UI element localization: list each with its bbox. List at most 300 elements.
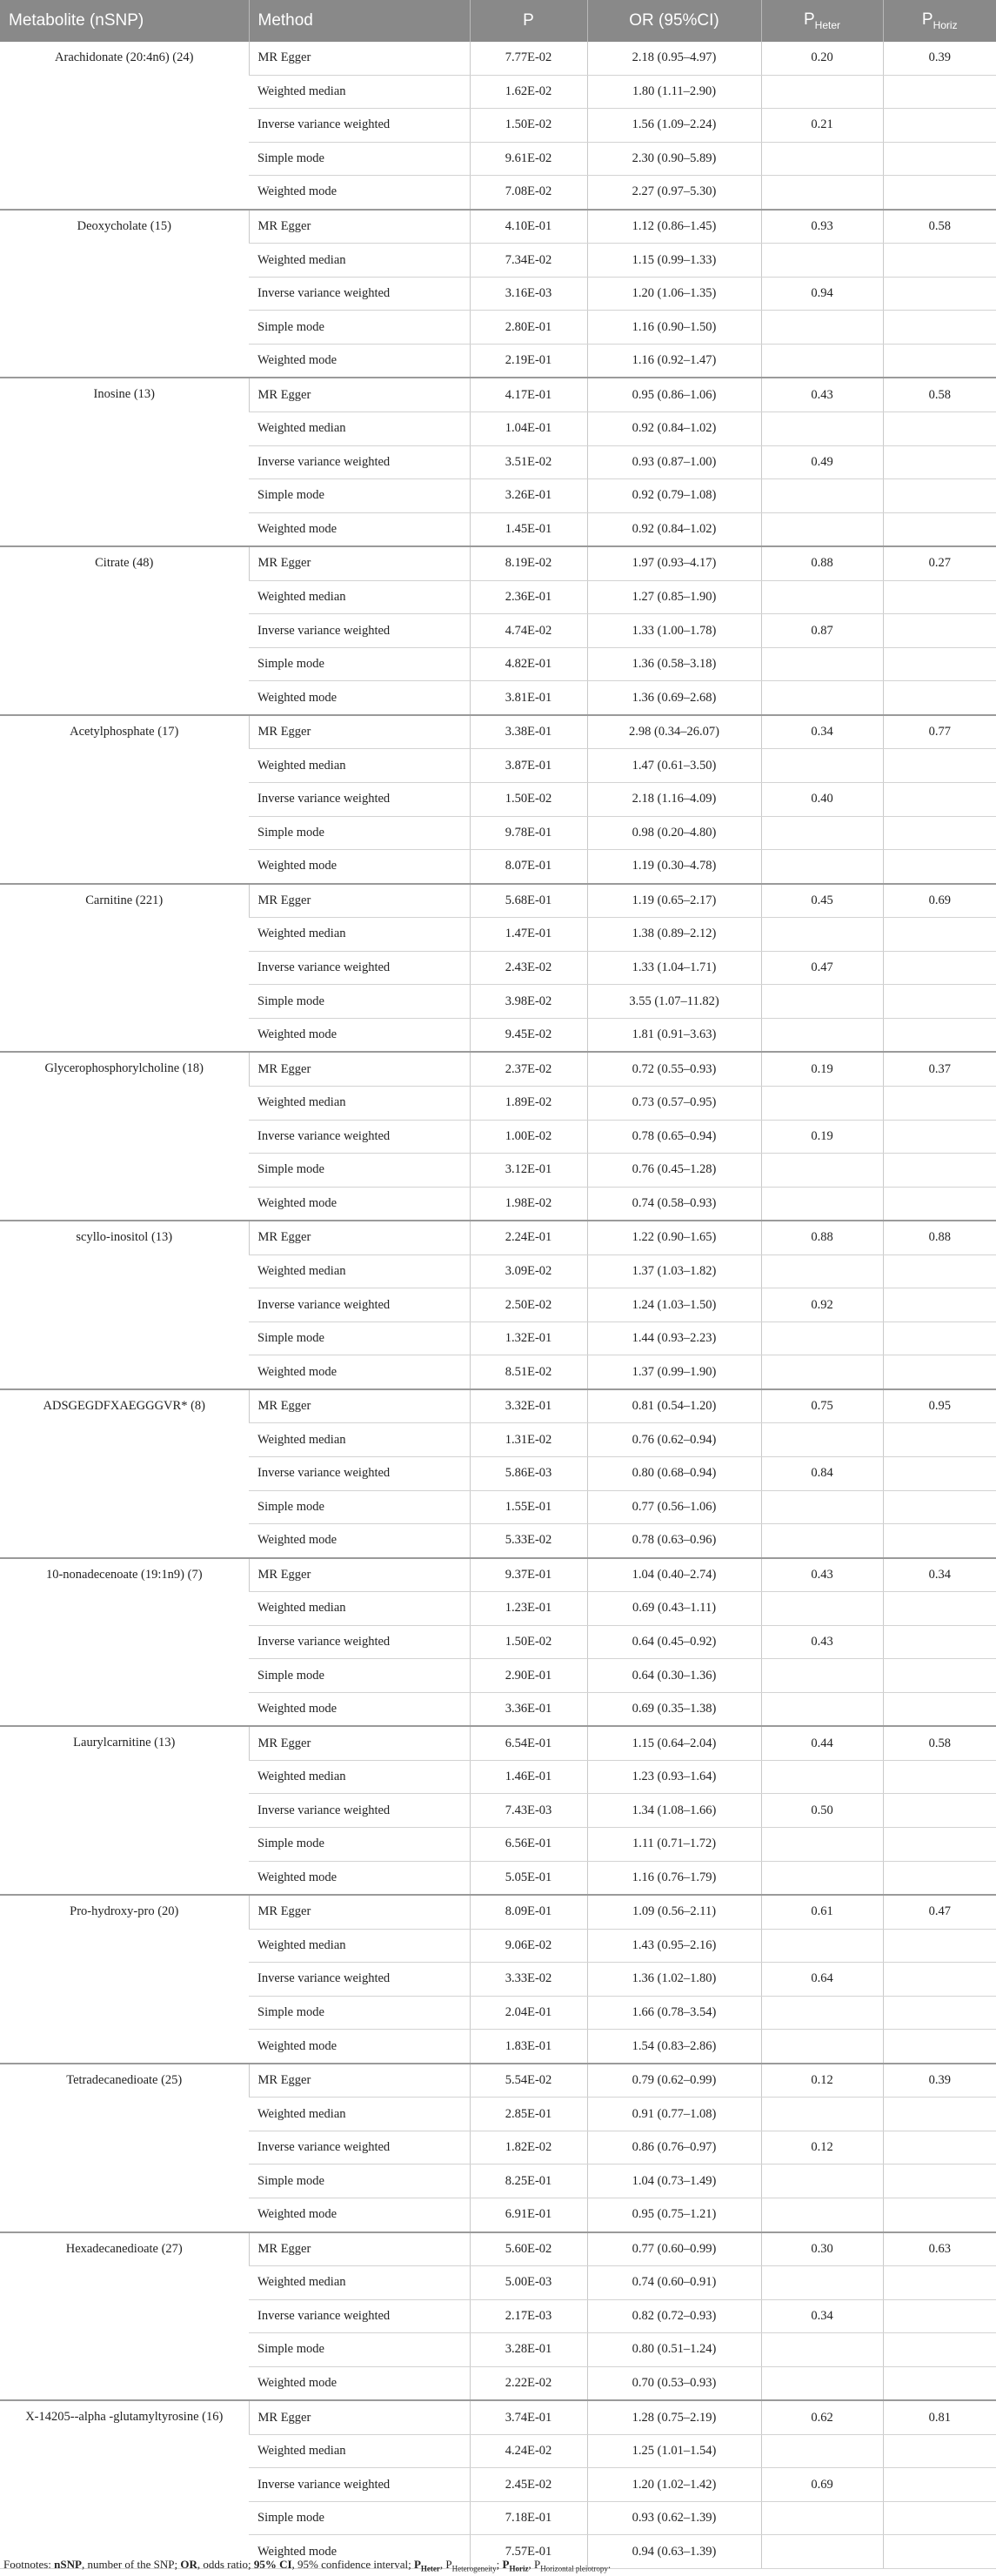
p-heter-cell xyxy=(761,1490,883,1524)
p-heter-cell xyxy=(761,142,883,176)
p-value-cell: 1.31E-02 xyxy=(470,1423,587,1457)
p-horiz-cell xyxy=(883,1996,996,2030)
p-heter-cell xyxy=(761,176,883,210)
p-value-cell: 1.50E-02 xyxy=(470,109,587,143)
p-horiz-cell xyxy=(883,1490,996,1524)
p-value-cell: 2.45E-02 xyxy=(470,2468,587,2502)
odds-ratio-cell: 1.04 (0.40–2.74) xyxy=(587,1558,761,1592)
method-cell: Weighted median xyxy=(249,75,470,109)
p-horiz-cell xyxy=(883,1187,996,1221)
method-cell: Simple mode xyxy=(249,1490,470,1524)
header-method: Method xyxy=(249,0,470,42)
p-heter-cell: 0.21 xyxy=(761,109,883,143)
p-horiz-cell xyxy=(883,412,996,446)
odds-ratio-cell: 0.77 (0.60–0.99) xyxy=(587,2232,761,2266)
p-value-cell: 6.54E-01 xyxy=(470,1726,587,1760)
odds-ratio-cell: 0.69 (0.43–1.11) xyxy=(587,1592,761,1626)
odds-ratio-cell: 0.92 (0.79–1.08) xyxy=(587,479,761,513)
method-cell: Inverse variance weighted xyxy=(249,1963,470,1997)
p-heter-cell xyxy=(761,244,883,278)
p-heter-cell xyxy=(761,1154,883,1188)
p-heter-cell xyxy=(761,1255,883,1288)
method-cell: Weighted median xyxy=(249,1423,470,1457)
method-cell: Simple mode xyxy=(249,479,470,513)
odds-ratio-cell: 1.19 (0.65–2.17) xyxy=(587,884,761,918)
odds-ratio-cell: 0.94 (0.63–1.39) xyxy=(587,2535,761,2569)
table-row xyxy=(0,546,996,580)
table-row xyxy=(0,2232,996,2266)
method-cell: Inverse variance weighted xyxy=(249,1456,470,1490)
p-horiz-cell: 0.39 xyxy=(883,2064,996,2098)
p-horiz-cell xyxy=(883,2434,996,2468)
p-heter-cell xyxy=(761,311,883,345)
p-value-cell: 8.25E-01 xyxy=(470,2165,587,2198)
method-cell: Simple mode xyxy=(249,1827,470,1861)
method-cell: Weighted mode xyxy=(249,2198,470,2232)
p-value-cell: 1.32E-01 xyxy=(470,1321,587,1355)
p-value-cell: 1.98E-02 xyxy=(470,1187,587,1221)
p-horiz-cell xyxy=(883,681,996,715)
p-heter-cell xyxy=(761,2266,883,2300)
method-cell: Weighted mode xyxy=(249,1355,470,1389)
method-cell: MR Egger xyxy=(249,546,470,580)
p-heter-cell: 0.43 xyxy=(761,1558,883,1592)
p-horiz-cell xyxy=(883,2366,996,2400)
p-horiz-cell: 0.39 xyxy=(883,42,996,75)
p-horiz-cell xyxy=(883,1456,996,1490)
metabolite-cell: 10-nonadecenoate (19:1n9) (7) xyxy=(0,1558,249,1727)
method-cell: Inverse variance weighted xyxy=(249,1120,470,1154)
p-horiz-cell xyxy=(883,580,996,614)
p-heter-cell xyxy=(761,816,883,850)
p-horiz-cell xyxy=(883,985,996,1019)
p-heter-cell xyxy=(761,985,883,1019)
p-heter-cell: 0.30 xyxy=(761,2232,883,2266)
p-value-cell: 1.82E-02 xyxy=(470,2131,587,2165)
header-or: OR (95%CI) xyxy=(587,0,761,42)
method-cell: Weighted mode xyxy=(249,1861,470,1895)
p-heter-cell: 0.69 xyxy=(761,2468,883,2502)
odds-ratio-cell: 0.78 (0.65–0.94) xyxy=(587,1120,761,1154)
odds-ratio-cell: 1.81 (0.91–3.63) xyxy=(587,1018,761,1052)
p-heter-cell: 0.20 xyxy=(761,42,883,75)
method-cell: Weighted mode xyxy=(249,850,470,884)
table-row xyxy=(0,1726,996,1760)
odds-ratio-cell: 0.98 (0.20–4.80) xyxy=(587,816,761,850)
p-heter-cell xyxy=(761,681,883,715)
method-cell: MR Egger xyxy=(249,1895,470,1929)
odds-ratio-cell: 1.33 (1.00–1.78) xyxy=(587,614,761,648)
method-cell: Weighted median xyxy=(249,1086,470,1120)
p-horiz-cell xyxy=(883,1929,996,1963)
p-heter-cell: 0.45 xyxy=(761,884,883,918)
p-horiz-cell xyxy=(883,1321,996,1355)
p-value-cell: 3.32E-01 xyxy=(470,1389,587,1423)
p-heter-cell xyxy=(761,749,883,783)
table-row xyxy=(0,1389,996,1423)
p-horiz-cell xyxy=(883,850,996,884)
p-horiz-cell xyxy=(883,2198,996,2232)
odds-ratio-cell: 0.64 (0.45–0.92) xyxy=(587,1625,761,1659)
p-horiz-cell xyxy=(883,647,996,681)
odds-ratio-cell: 2.98 (0.34–26.07) xyxy=(587,715,761,749)
p-heter-cell xyxy=(761,1692,883,1726)
odds-ratio-cell: 1.36 (0.69–2.68) xyxy=(587,681,761,715)
p-horiz-cell xyxy=(883,176,996,210)
p-horiz-cell xyxy=(883,1255,996,1288)
odds-ratio-cell: 1.09 (0.56–2.11) xyxy=(587,1895,761,1929)
p-horiz-cell xyxy=(883,142,996,176)
odds-ratio-cell: 0.95 (0.75–1.21) xyxy=(587,2198,761,2232)
p-heter-cell xyxy=(761,2165,883,2198)
odds-ratio-cell: 1.25 (1.01–1.54) xyxy=(587,2434,761,2468)
method-cell: MR Egger xyxy=(249,2064,470,2098)
p-value-cell: 2.43E-02 xyxy=(470,951,587,985)
p-horiz-cell xyxy=(883,1760,996,1794)
method-cell: Weighted median xyxy=(249,1255,470,1288)
p-horiz-cell xyxy=(883,445,996,479)
p-horiz-cell xyxy=(883,2501,996,2535)
p-value-cell: 2.85E-01 xyxy=(470,2098,587,2131)
p-value-cell: 7.57E-01 xyxy=(470,2535,587,2569)
method-cell: Weighted mode xyxy=(249,512,470,546)
header-metabolite: Metabolite (nSNP) xyxy=(0,0,249,42)
odds-ratio-cell: 0.70 (0.53–0.93) xyxy=(587,2366,761,2400)
p-heter-cell xyxy=(761,1827,883,1861)
metabolite-cell: Citrate (48) xyxy=(0,546,249,715)
method-cell: Inverse variance weighted xyxy=(249,1794,470,1828)
odds-ratio-cell: 3.55 (1.07–11.82) xyxy=(587,985,761,1019)
p-heter-cell xyxy=(761,647,883,681)
p-heter-cell xyxy=(761,2434,883,2468)
method-cell: Simple mode xyxy=(249,142,470,176)
odds-ratio-cell: 1.34 (1.08–1.66) xyxy=(587,1794,761,1828)
p-value-cell: 3.87E-01 xyxy=(470,749,587,783)
method-cell: Simple mode xyxy=(249,1996,470,2030)
p-heter-cell xyxy=(761,1423,883,1457)
p-horiz-cell: 0.69 xyxy=(883,884,996,918)
method-cell: Weighted median xyxy=(249,2434,470,2468)
p-horiz-cell xyxy=(883,2131,996,2165)
p-heter-cell xyxy=(761,1659,883,1693)
odds-ratio-cell: 1.27 (0.85–1.90) xyxy=(587,580,761,614)
table-header xyxy=(0,0,996,42)
p-heter-cell xyxy=(761,1929,883,1963)
p-horiz-cell xyxy=(883,1794,996,1828)
p-horiz-cell xyxy=(883,783,996,817)
method-cell: Inverse variance weighted xyxy=(249,109,470,143)
odds-ratio-cell: 0.64 (0.30–1.36) xyxy=(587,1659,761,1693)
p-horiz-cell xyxy=(883,109,996,143)
p-value-cell: 4.10E-01 xyxy=(470,210,587,244)
metabolite-cell: Arachidonate (20:4n6) (24) xyxy=(0,42,249,210)
p-value-cell: 1.89E-02 xyxy=(470,1086,587,1120)
table-row xyxy=(0,42,996,75)
p-horiz-cell xyxy=(883,749,996,783)
odds-ratio-cell: 0.76 (0.45–1.28) xyxy=(587,1154,761,1188)
p-horiz-cell xyxy=(883,2299,996,2333)
p-horiz-cell xyxy=(883,1086,996,1120)
odds-ratio-cell: 1.16 (0.92–1.47) xyxy=(587,344,761,378)
odds-ratio-cell: 0.78 (0.63–0.96) xyxy=(587,1524,761,1558)
p-value-cell: 1.83E-01 xyxy=(470,2030,587,2064)
odds-ratio-cell: 0.86 (0.76–0.97) xyxy=(587,2131,761,2165)
method-cell: Simple mode xyxy=(249,816,470,850)
p-heter-cell: 0.34 xyxy=(761,2299,883,2333)
odds-ratio-cell: 1.20 (1.06–1.35) xyxy=(587,277,761,311)
p-value-cell: 7.08E-02 xyxy=(470,176,587,210)
p-value-cell: 9.37E-01 xyxy=(470,1558,587,1592)
method-cell: MR Egger xyxy=(249,884,470,918)
method-cell: Simple mode xyxy=(249,311,470,345)
p-heter-cell xyxy=(761,1355,883,1389)
odds-ratio-cell: 0.79 (0.62–0.99) xyxy=(587,2064,761,2098)
p-horiz-cell xyxy=(883,614,996,648)
odds-ratio-cell: 0.92 (0.84–1.02) xyxy=(587,512,761,546)
method-cell: Inverse variance weighted xyxy=(249,277,470,311)
odds-ratio-cell: 1.54 (0.83–2.86) xyxy=(587,2030,761,2064)
odds-ratio-cell: 1.36 (0.58–3.18) xyxy=(587,647,761,681)
p-horiz-cell: 0.95 xyxy=(883,1389,996,1423)
p-horiz-cell xyxy=(883,1423,996,1457)
p-value-cell: 7.18E-01 xyxy=(470,2501,587,2535)
method-cell: MR Egger xyxy=(249,1558,470,1592)
p-value-cell: 3.51E-02 xyxy=(470,445,587,479)
p-horiz-cell xyxy=(883,2030,996,2064)
odds-ratio-cell: 1.47 (0.61–3.50) xyxy=(587,749,761,783)
method-cell: Simple mode xyxy=(249,1154,470,1188)
p-value-cell: 2.90E-01 xyxy=(470,1659,587,1693)
p-value-cell: 8.09E-01 xyxy=(470,1895,587,1929)
p-value-cell: 5.86E-03 xyxy=(470,1456,587,1490)
p-heter-cell: 0.94 xyxy=(761,277,883,311)
method-cell: Simple mode xyxy=(249,985,470,1019)
metabolite-cell: X-14205--alpha -glutamyltyrosine (16) xyxy=(0,2400,249,2568)
odds-ratio-cell: 1.15 (0.64–2.04) xyxy=(587,1726,761,1760)
method-cell: Inverse variance weighted xyxy=(249,445,470,479)
method-cell: Weighted median xyxy=(249,412,470,446)
odds-ratio-cell: 1.11 (0.71–1.72) xyxy=(587,1827,761,1861)
p-value-cell: 3.28E-01 xyxy=(470,2333,587,2367)
p-value-cell: 1.45E-01 xyxy=(470,512,587,546)
p-heter-cell xyxy=(761,850,883,884)
p-value-cell: 1.04E-01 xyxy=(470,412,587,446)
p-horiz-cell xyxy=(883,2333,996,2367)
p-horiz-cell xyxy=(883,1288,996,1322)
p-heter-cell: 0.84 xyxy=(761,1456,883,1490)
p-heter-cell xyxy=(761,1524,883,1558)
p-value-cell: 3.33E-02 xyxy=(470,1963,587,1997)
p-value-cell: 5.33E-02 xyxy=(470,1524,587,1558)
method-cell: Simple mode xyxy=(249,647,470,681)
method-cell: MR Egger xyxy=(249,2400,470,2434)
p-value-cell: 4.74E-02 xyxy=(470,614,587,648)
p-heter-cell: 0.40 xyxy=(761,783,883,817)
p-value-cell: 9.06E-02 xyxy=(470,1929,587,1963)
odds-ratio-cell: 0.95 (0.86–1.06) xyxy=(587,378,761,411)
odds-ratio-cell: 0.93 (0.87–1.00) xyxy=(587,445,761,479)
odds-ratio-cell: 1.36 (1.02–1.80) xyxy=(587,1963,761,1997)
odds-ratio-cell: 0.80 (0.51–1.24) xyxy=(587,2333,761,2367)
method-cell: Inverse variance weighted xyxy=(249,2299,470,2333)
p-heter-cell xyxy=(761,1592,883,1626)
metabolite-cell: Laurylcarnitine (13) xyxy=(0,1726,249,1895)
p-value-cell: 1.62E-02 xyxy=(470,75,587,109)
p-horiz-cell: 0.34 xyxy=(883,1558,996,1592)
method-cell: MR Egger xyxy=(249,1726,470,1760)
table-row xyxy=(0,884,996,918)
odds-ratio-cell: 0.76 (0.62–0.94) xyxy=(587,1423,761,1457)
p-horiz-cell xyxy=(883,1861,996,1895)
p-heter-cell: 0.49 xyxy=(761,445,883,479)
p-heter-cell xyxy=(761,2501,883,2535)
p-heter-cell xyxy=(761,2333,883,2367)
p-horiz-cell: 0.47 xyxy=(883,1895,996,1929)
p-value-cell: 1.00E-02 xyxy=(470,1120,587,1154)
p-horiz-cell xyxy=(883,1524,996,1558)
p-heter-cell xyxy=(761,2366,883,2400)
odds-ratio-cell: 0.93 (0.62–1.39) xyxy=(587,2501,761,2535)
footnote: Footnotes: nSNP, number of the SNP; OR, odds ratio; 95% CI, 95% confidence interval; $P_{Heter}$, $P_{Heterogeneity}$; $P_{Horiz}$, $P_{Horizontal pleiotropy}$. xyxy=(3,2558,612,2573)
p-heter-cell xyxy=(761,1086,883,1120)
odds-ratio-cell: 0.80 (0.68–0.94) xyxy=(587,1456,761,1490)
p-heter-cell xyxy=(761,1861,883,1895)
p-heter-cell: 0.44 xyxy=(761,1726,883,1760)
p-value-cell: 2.50E-02 xyxy=(470,1288,587,1322)
p-value-cell: 4.24E-02 xyxy=(470,2434,587,2468)
table-row xyxy=(0,1052,996,1086)
p-horiz-cell xyxy=(883,344,996,378)
p-value-cell: 3.74E-01 xyxy=(470,2400,587,2434)
p-horiz-cell xyxy=(883,277,996,311)
method-cell: Inverse variance weighted xyxy=(249,614,470,648)
p-value-cell: 3.16E-03 xyxy=(470,277,587,311)
p-value-cell: 9.78E-01 xyxy=(470,816,587,850)
p-value-cell: 2.19E-01 xyxy=(470,344,587,378)
method-cell: Simple mode xyxy=(249,2501,470,2535)
p-heter-cell: 0.43 xyxy=(761,378,883,411)
p-heter-cell: 0.64 xyxy=(761,1963,883,1997)
method-cell: Weighted mode xyxy=(249,1692,470,1726)
odds-ratio-cell: 1.23 (0.93–1.64) xyxy=(587,1760,761,1794)
odds-ratio-cell: 1.43 (0.95–2.16) xyxy=(587,1929,761,1963)
method-cell: Simple mode xyxy=(249,2333,470,2367)
p-value-cell: 3.36E-01 xyxy=(470,1692,587,1726)
odds-ratio-cell: 1.56 (1.09–2.24) xyxy=(587,109,761,143)
method-cell: MR Egger xyxy=(249,2232,470,2266)
odds-ratio-cell: 1.22 (0.90–1.65) xyxy=(587,1221,761,1255)
odds-ratio-cell: 1.38 (0.89–2.12) xyxy=(587,918,761,952)
p-heter-cell: 0.12 xyxy=(761,2064,883,2098)
p-value-cell: 2.37E-02 xyxy=(470,1052,587,1086)
p-value-cell: 1.47E-01 xyxy=(470,918,587,952)
odds-ratio-cell: 1.16 (0.76–1.79) xyxy=(587,1861,761,1895)
p-heter-cell xyxy=(761,1018,883,1052)
odds-ratio-cell: 1.37 (0.99–1.90) xyxy=(587,1355,761,1389)
p-horiz-cell xyxy=(883,1120,996,1154)
method-cell: MR Egger xyxy=(249,210,470,244)
p-heter-cell xyxy=(761,512,883,546)
p-horiz-cell xyxy=(883,1625,996,1659)
p-heter-cell: 0.19 xyxy=(761,1052,883,1086)
p-heter-cell xyxy=(761,1187,883,1221)
method-cell: Inverse variance weighted xyxy=(249,1288,470,1322)
method-cell: Weighted mode xyxy=(249,2535,470,2569)
p-horiz-cell: 0.81 xyxy=(883,2400,996,2434)
odds-ratio-cell: 1.12 (0.86–1.45) xyxy=(587,210,761,244)
p-heter-cell xyxy=(761,2098,883,2131)
p-heter-cell: 0.75 xyxy=(761,1389,883,1423)
p-horiz-cell: 0.37 xyxy=(883,1052,996,1086)
p-horiz-cell xyxy=(883,1592,996,1626)
method-cell: Weighted median xyxy=(249,1592,470,1626)
p-horiz-cell: 0.88 xyxy=(883,1221,996,1255)
p-horiz-cell xyxy=(883,2468,996,2502)
method-cell: Inverse variance weighted xyxy=(249,1625,470,1659)
method-cell: Inverse variance weighted xyxy=(249,783,470,817)
method-cell: Weighted mode xyxy=(249,1187,470,1221)
metabolite-cell: Hexadecanedioate (27) xyxy=(0,2232,249,2401)
p-heter-cell xyxy=(761,1996,883,2030)
p-horiz-cell xyxy=(883,244,996,278)
odds-ratio-cell: 2.18 (1.16–4.09) xyxy=(587,783,761,817)
method-cell: Inverse variance weighted xyxy=(249,2131,470,2165)
p-value-cell: 5.00E-03 xyxy=(470,2266,587,2300)
odds-ratio-cell: 1.44 (0.93–2.23) xyxy=(587,1321,761,1355)
p-heter-cell: 0.92 xyxy=(761,1288,883,1322)
table-row xyxy=(0,715,996,749)
p-heter-cell: 0.87 xyxy=(761,614,883,648)
p-value-cell: 3.81E-01 xyxy=(470,681,587,715)
odds-ratio-cell: 0.82 (0.72–0.93) xyxy=(587,2299,761,2333)
p-horiz-cell xyxy=(883,1827,996,1861)
p-heter-cell xyxy=(761,412,883,446)
p-value-cell: 5.68E-01 xyxy=(470,884,587,918)
table-row xyxy=(0,1558,996,1592)
odds-ratio-cell: 0.74 (0.58–0.93) xyxy=(587,1187,761,1221)
p-value-cell: 5.05E-01 xyxy=(470,1861,587,1895)
p-heter-cell: 0.88 xyxy=(761,546,883,580)
p-heter-cell: 0.47 xyxy=(761,951,883,985)
p-value-cell: 9.45E-02 xyxy=(470,1018,587,1052)
p-value-cell: 3.98E-02 xyxy=(470,985,587,1019)
p-heter-cell: 0.93 xyxy=(761,210,883,244)
p-horiz-cell xyxy=(883,2098,996,2131)
p-heter-cell: 0.50 xyxy=(761,1794,883,1828)
method-cell: MR Egger xyxy=(249,1052,470,1086)
odds-ratio-cell: 0.73 (0.57–0.95) xyxy=(587,1086,761,1120)
method-cell: Weighted mode xyxy=(249,1018,470,1052)
p-horiz-cell xyxy=(883,479,996,513)
metabolite-cell: Deoxycholate (15) xyxy=(0,210,249,378)
p-heter-cell xyxy=(761,1321,883,1355)
p-horiz-cell xyxy=(883,951,996,985)
p-horiz-cell xyxy=(883,2266,996,2300)
p-horiz-cell xyxy=(883,1963,996,1997)
p-value-cell: 7.34E-02 xyxy=(470,244,587,278)
metabolite-cell: Acetylphosphate (17) xyxy=(0,715,249,884)
metabolite-cell: Pro-hydroxy-pro (20) xyxy=(0,1895,249,2064)
odds-ratio-cell: 1.16 (0.90–1.50) xyxy=(587,311,761,345)
method-cell: Weighted mode xyxy=(249,344,470,378)
p-horiz-cell xyxy=(883,75,996,109)
method-cell: Weighted mode xyxy=(249,2366,470,2400)
odds-ratio-cell: 1.66 (0.78–3.54) xyxy=(587,1996,761,2030)
odds-ratio-cell: 1.80 (1.11–2.90) xyxy=(587,75,761,109)
odds-ratio-cell: 1.20 (1.02–1.42) xyxy=(587,2468,761,2502)
p-value-cell: 2.22E-02 xyxy=(470,2366,587,2400)
p-value-cell: 1.50E-02 xyxy=(470,783,587,817)
